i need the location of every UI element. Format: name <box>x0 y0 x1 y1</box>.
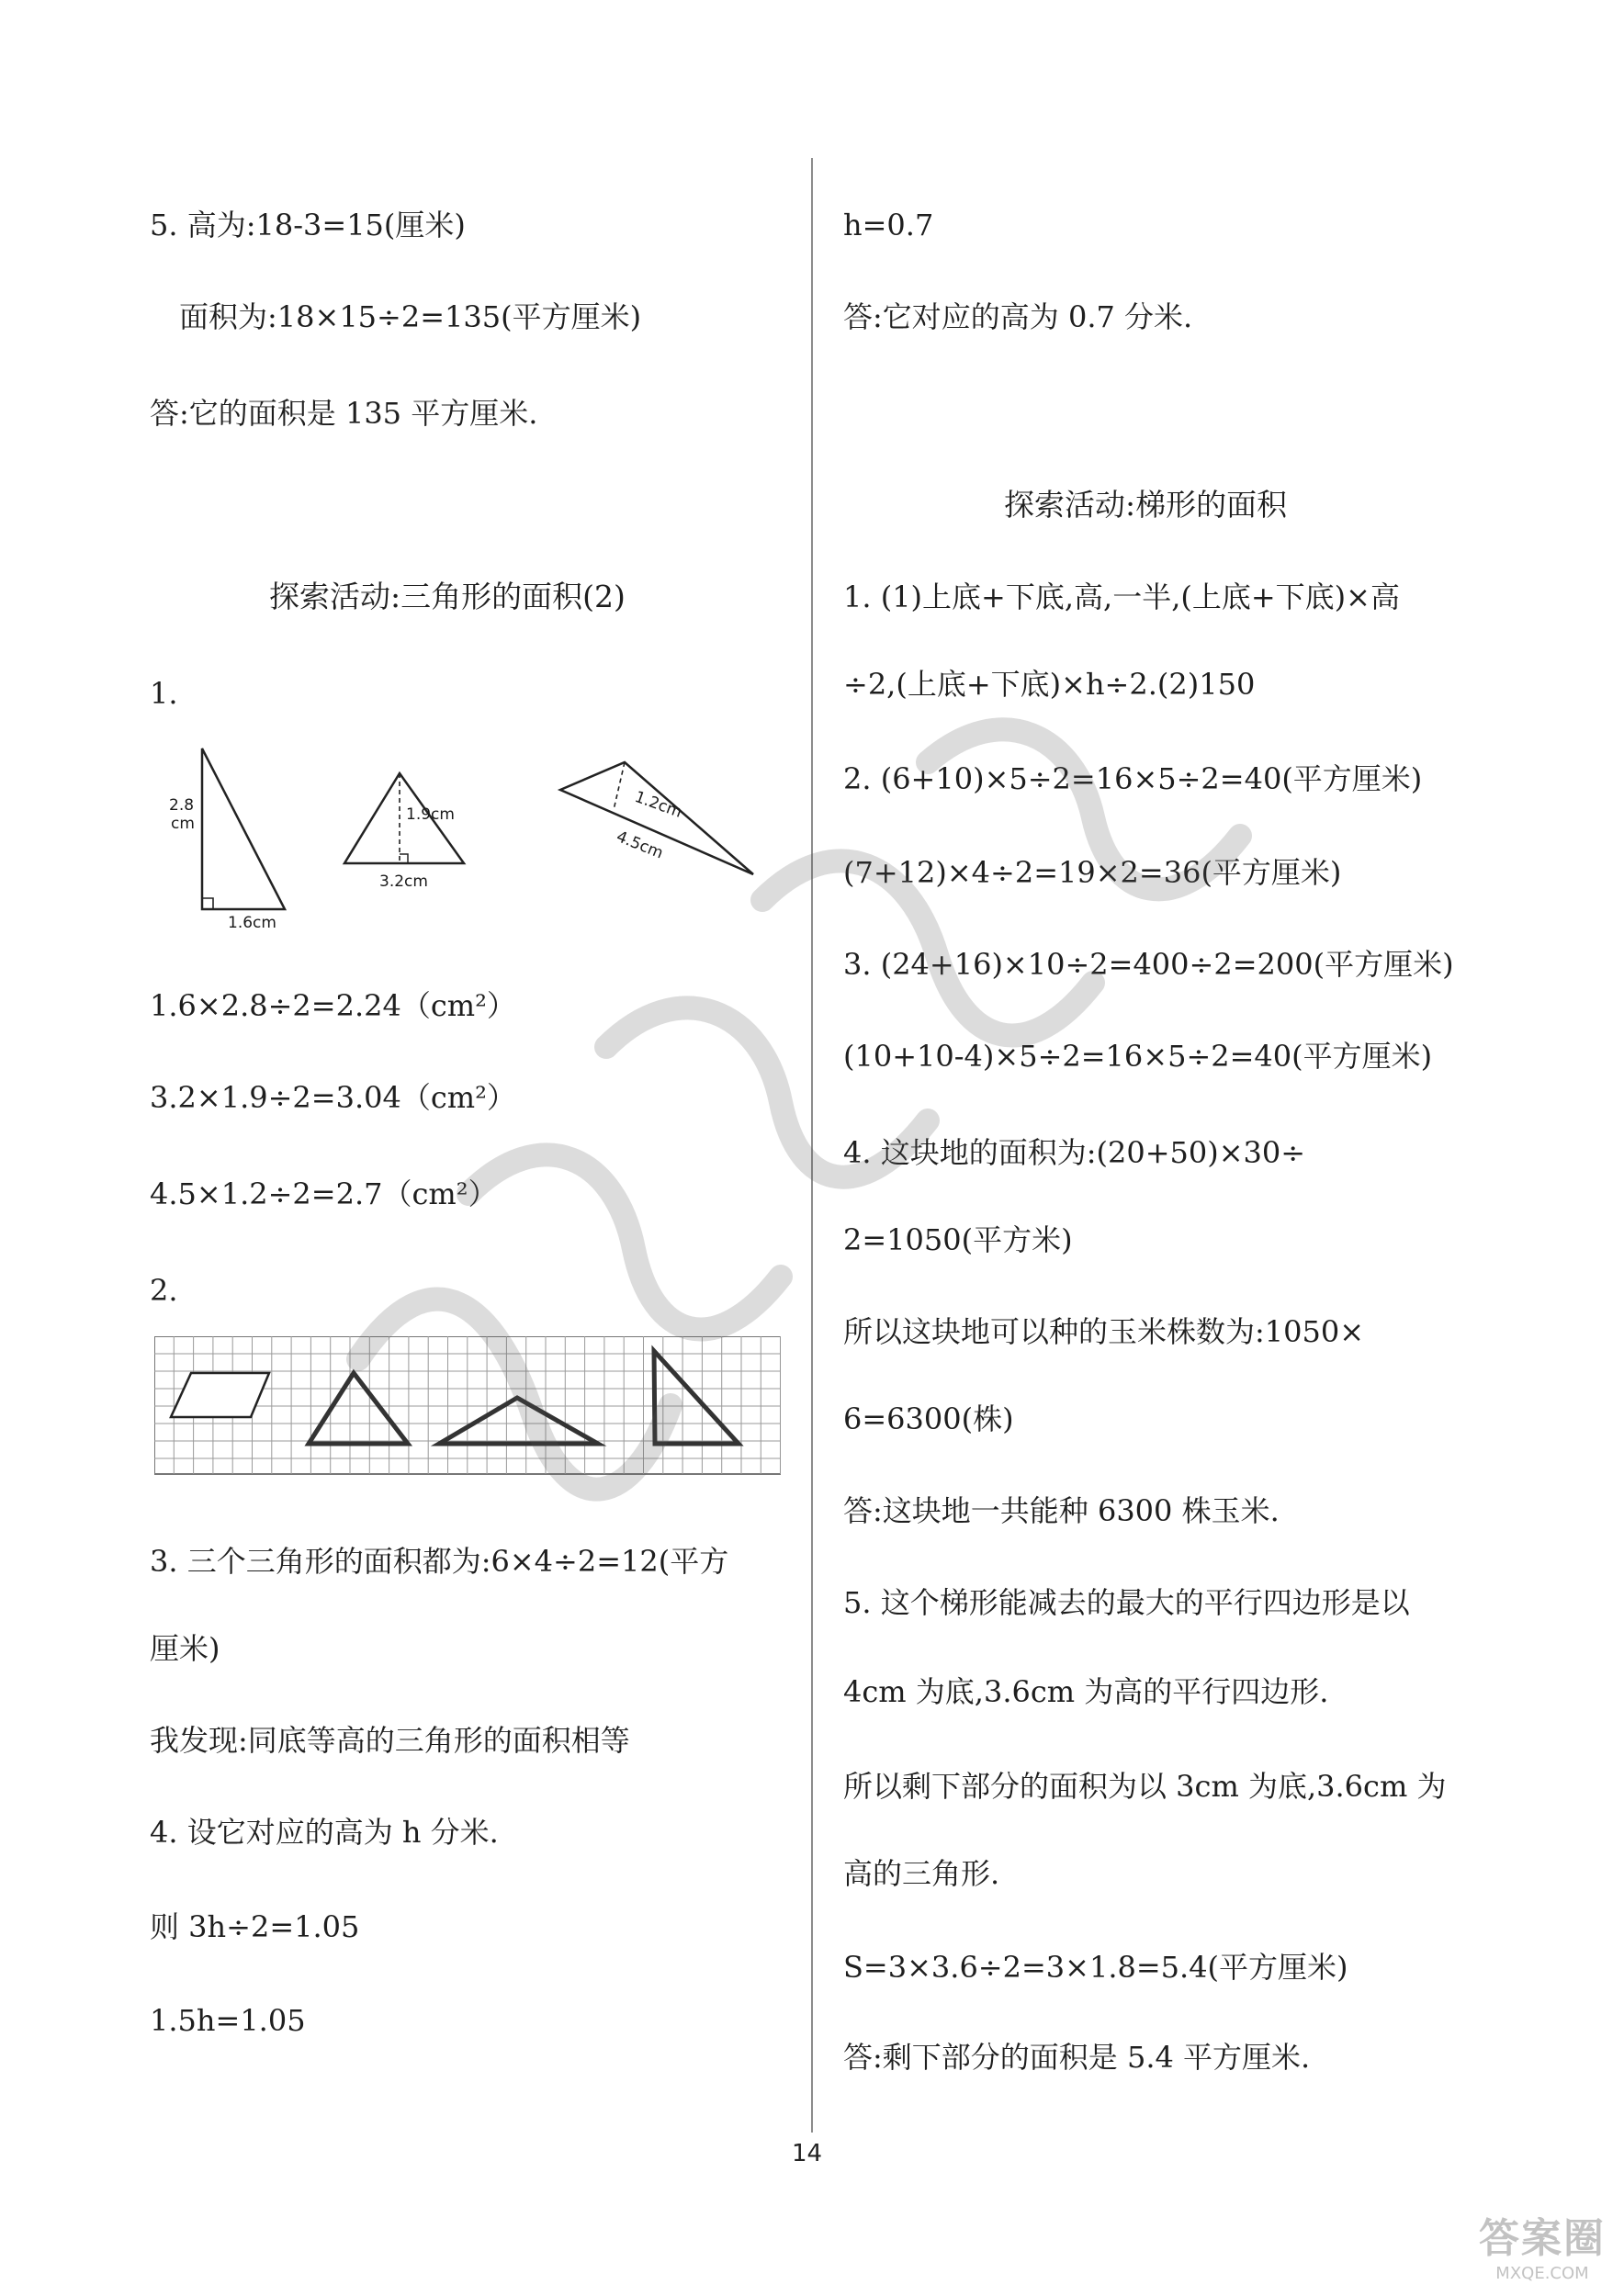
label-2-8: 2.8 <box>169 796 195 815</box>
section-title-triangle-area: 探索活动:三角形的面积(2) <box>269 579 626 614</box>
corner-watermark-logo: 答案圈 MXQE.COM <box>1479 2215 1606 2283</box>
page-number: 14 <box>792 2140 823 2167</box>
label-cm: cm <box>171 815 195 833</box>
label-1-9cm: 1.9cm <box>406 805 455 824</box>
right-line-3: 1. (1)上底+下底,高,一半,(上底+下底)×高 <box>843 580 1400 614</box>
label-3-2cm: 3.2cm <box>379 872 428 891</box>
right-line-5: 2. (6+10)×5÷2=16×5÷2=40(平方厘米) <box>843 761 1423 796</box>
right-line-15: 4cm 为底,3.6cm 为高的平行四边形. <box>843 1674 1329 1709</box>
right-line-14: 5. 这个梯形能减去的最大的平行四边形是以 <box>843 1585 1410 1620</box>
right-line-13: 答:这块地一共能种 6300 株玉米. <box>843 1493 1280 1528</box>
left-line-10: 我发现:同底等高的三角形的面积相等 <box>150 1723 630 1758</box>
right-line-10: 2=1050(平方米) <box>843 1222 1073 1257</box>
label-1-2cm: 1.2cm <box>632 787 684 822</box>
left-line-2: 面积为:18×15÷2=135(平方厘米) <box>179 299 642 334</box>
right-line-2: 答:它对应的高为 0.7 分米. <box>843 299 1193 334</box>
left-line-11: 4. 设它对应的高为 h 分米. <box>150 1815 499 1850</box>
label-1-6cm: 1.6cm <box>228 914 276 932</box>
right-line-7: 3. (24+16)×10÷2=400÷2=200(平方厘米) <box>843 947 1454 982</box>
left-line-12: 则 3h÷2=1.05 <box>150 1909 360 1944</box>
left-line-6: 4.5×1.2÷2=2.7（cm²） <box>150 1176 498 1211</box>
right-line-17: 高的三角形. <box>843 1856 1000 1891</box>
left-line-3: 答:它的面积是 135 平方厘米. <box>150 396 538 431</box>
label-4-5cm: 4.5cm <box>614 827 666 863</box>
column-divider <box>811 158 813 2133</box>
left-line-4: 1.6×2.8÷2=2.24（cm²） <box>150 988 516 1023</box>
right-line-1: h=0.7 <box>843 208 934 242</box>
section-title-trapezoid-area: 探索活动:梯形的面积 <box>1004 487 1288 523</box>
left-line-8: 3. 三个三角形的面积都为:6×4÷2=12(平方 <box>150 1544 729 1579</box>
question-2-label: 2. <box>150 1273 178 1308</box>
right-line-11: 所以这块地可以种的玉米株数为:1050× <box>843 1314 1365 1349</box>
figure-triangles <box>156 716 781 937</box>
right-line-18: S=3×3.6÷2=3×1.8=5.4(平方厘米) <box>843 1950 1348 1985</box>
right-line-12: 6=6300(株) <box>843 1401 1014 1436</box>
left-line-9: 厘米) <box>150 1631 220 1666</box>
left-line-5: 3.2×1.9÷2=3.04（cm²） <box>150 1080 516 1115</box>
right-line-16: 所以剩下部分的面积为以 3cm 为底,3.6cm 为 <box>843 1769 1447 1804</box>
right-line-6: (7+12)×4÷2=19×2=36(平方厘米) <box>843 855 1342 890</box>
right-line-4: ÷2,(上底+下底)×h÷2.(2)150 <box>843 667 1256 702</box>
figure-grid-shapes <box>154 1336 781 1483</box>
right-line-8: (10+10-4)×5÷2=16×5÷2=40(平方厘米) <box>843 1039 1433 1074</box>
left-line-13: 1.5h=1.05 <box>150 2003 306 2038</box>
question-1-label: 1. <box>150 676 178 711</box>
left-line-1: 5. 高为:18-3=15(厘米) <box>150 208 466 242</box>
right-line-9: 4. 这块地的面积为:(20+50)×30÷ <box>843 1135 1306 1170</box>
right-line-19: 答:剩下部分的面积是 5.4 平方厘米. <box>843 2040 1311 2075</box>
